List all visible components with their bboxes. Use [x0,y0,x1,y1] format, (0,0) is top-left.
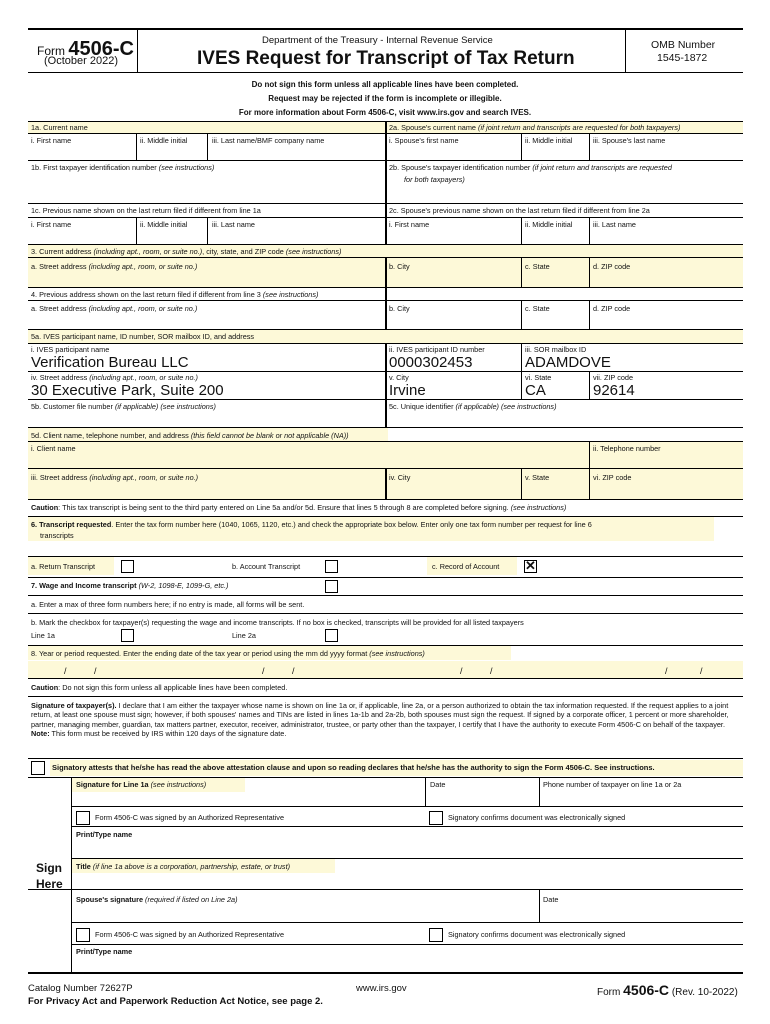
rule [72,806,743,807]
rule-v [589,441,590,468]
line4-title: 4. Previous address shown on the last return filed if different from line 3 (see instructions) [31,290,319,299]
rule-v [521,257,522,287]
rule-v [136,217,137,244]
privacy-notice: For Privacy Act and Paperwork Reduction Act Notice, see page 2. [28,996,323,1007]
header-divider-right [625,29,626,72]
rule-v [589,300,590,329]
period-2-slash-a[interactable]: / [262,666,265,676]
line7-line1a-label: Line 1a [31,631,55,640]
account-transcript-label: b. Account Transcript [232,562,301,571]
line2c-title: 2c. Spouse's previous name shown on the last return filed if different from line 2a [389,206,650,215]
client-name-label[interactable]: i. Client name [31,444,76,453]
line1c-title: 1c. Previous name shown on the last return filed if different from line 1a [31,206,261,215]
client-state-label[interactable]: v. State [525,473,550,482]
line8-title: 8. Year or period requested. Enter the ending date of the tax year or period using the mm dd yyyy format (see instructions) [31,649,425,658]
line3-title: 3. Current address (including apt., room, or suite no.), city, state, and ZIP code (see instructions) [31,247,342,256]
auth-rep-checkbox-1[interactable] [76,811,90,825]
form-date: (October 2022) [44,55,118,67]
line5d-title: 5d. Client name, telephone number, and address (this field cannot be blank or not applicable (NA)) [31,431,349,440]
period-4-slash-a[interactable]: / [665,666,668,676]
rule [28,371,743,372]
participant-city-label: v. City [389,373,409,382]
rule [28,758,743,759]
participant-name-value[interactable]: Verification Bureau LLC [31,354,189,371]
line4-zip-label[interactable]: d. ZIP code [593,304,631,313]
sor-mailbox-label: iii. SOR mailbox ID [525,345,587,354]
period-2-slash-b[interactable]: / [292,666,295,676]
line1a-checkbox[interactable] [121,629,134,642]
phone-label: Phone number of taxpayer on line 1a or 2a [543,780,682,789]
period-1-slash-b[interactable]: / [94,666,97,676]
rule-v [207,217,208,244]
rule-v [589,257,590,287]
line1a-last-label: iii. Last name/BMF company name [212,136,325,145]
return-transcript-checkbox[interactable] [121,560,134,573]
print-name-field-1[interactable] [72,827,743,858]
line2b-label-cont: for both taxpayers) [404,175,465,184]
period-1-slash-a[interactable]: / [64,666,67,676]
line2c-last-label: iii. Last name [593,220,636,229]
rule [28,577,743,578]
rule [28,257,743,258]
line3-zip-label[interactable]: d. ZIP code [593,262,631,271]
line1c-middle-label: ii. Middle initial [140,220,188,229]
rule [28,613,743,614]
line2a-last-label: iii. Spouse's last name [593,136,666,145]
rule-v [521,343,522,371]
rule-v [521,371,522,399]
client-zip-label[interactable]: vi. ZIP code [593,473,632,482]
line5b-label: 5b. Customer file number (if applicable) (see instructions) [31,402,216,411]
sign-here-label-2: Here [36,877,63,891]
rule [28,696,743,697]
auth-rep-label-2: Form 4506-C was signed by an Authorized Representative [95,930,285,939]
print-name-field-2[interactable] [72,945,743,972]
line1c-last-label: iii. Last name [212,220,255,229]
line2a-checkbox[interactable] [325,629,338,642]
rule [28,499,743,500]
return-transcript-label: a. Return Transcript [31,562,96,571]
line2a-middle-label: ii. Middle initial [525,136,573,145]
rule-v [521,300,522,329]
participant-zip-label: vii. ZIP code [593,373,634,382]
period-4-slash-b[interactable]: / [700,666,703,676]
participant-id-label: ii. IVES participant ID number [389,345,485,354]
title-label: Title (if line 1a above is a corporation, partnership, estate, or trust) [76,862,291,871]
rule-v [521,217,522,244]
rule [28,556,743,557]
period-3-slash-b[interactable]: / [490,666,493,676]
electronic-sign-label-2: Signatory confirms document was electronically signed [448,930,626,939]
rule-v [589,371,590,399]
line1a-title: 1a. Current name [31,123,88,132]
auth-rep-checkbox-2[interactable] [76,928,90,942]
line1c-first-label: i. First name [31,220,72,229]
caution-sign: Caution: Do not sign this form unless all applicable lines have been completed. [31,683,288,692]
participant-street-value[interactable]: 30 Executive Park, Suite 200 [31,382,224,399]
participant-zip-value[interactable]: 92614 [593,382,635,399]
instruction-3: For more information about Form 4506-C, visit www.irs.gov and search IVES. [238,108,532,117]
header-divider-left [137,29,138,72]
wage-income-checkbox[interactable] [325,580,338,593]
date-label-1: Date [430,780,446,789]
line2a-title: 2a. Spouse's current name (if joint return and transcripts are requested for both taxpayers) [389,123,681,132]
rule-v [521,468,522,499]
line4-street-label[interactable]: a. Street address (including apt., room, or suite no.) [31,304,198,313]
line7-line2a-label: Line 2a [232,631,256,640]
auth-rep-label-1: Form 4506-C was signed by an Authorized Representative [95,813,285,822]
client-city-label[interactable]: iv. City [389,473,411,482]
omb-label: OMB Number [651,39,716,51]
client-name-bg [28,442,589,468]
rule-v [589,468,590,499]
spouse-signature-label: Spouse's signature (required if listed on Line 2a) [76,895,238,904]
participant-id-value[interactable]: 0000302453 [389,354,473,371]
instruction-1: Do not sign this form unless all applicable lines have been completed. [251,80,519,89]
line7a-label: a. Enter a max of three form numbers here; if no entry is made, all forms will be sent. [31,600,305,609]
electronic-sign-label-1: Signatory confirms document was electronically signed [448,813,626,822]
attest-text: Signatory attests that he/she has read the above attestation clause and upon so reading declares that he/she has the authority to sign the Form 4506-C. See instructions. [52,763,655,772]
client-phone-label[interactable]: ii. Telephone number [593,444,661,453]
participant-city-value[interactable]: Irvine [389,382,426,399]
period-3-slash-a[interactable]: / [460,666,463,676]
print-name-label-2: Print/Type name [76,947,133,956]
rule [28,595,743,596]
line2c-first-label: i. First name [389,220,430,229]
caution-transcript: Caution: This tax transcript is being sent to the third party entered on Line 5a and/or 5d. Ensure that lines 5 through 8 are completed before signing. (see instructions) [31,503,567,512]
line2c-middle-label: ii. Middle initial [525,220,573,229]
date-field-2[interactable] [540,890,743,922]
line6-title: 6. Transcript requested. Enter the tax form number here (1040, 1065, 1120, etc.) and check the appropriate box below. Enter only one tax form number per request for line 6 [31,520,592,529]
line2b-label: 2b. Spouse's taxpayer identification number (if joint return and transcripts are requested [389,163,672,172]
line1b-label: 1b. First taxpayer identification number (see instructions) [31,163,215,172]
rule [28,972,743,974]
record-of-account-label: c. Record of Account [432,562,500,571]
department: Department of the Treasury - Internal Revenue Service [262,35,493,46]
footer-form-id: Form 4506-C (Rev. 10-2022) [597,982,738,998]
line5c-label: 5c. Unique identifier (if applicable) (see instructions) [389,402,557,411]
form-title: IVES Request for Transcript of Tax Return [197,48,575,69]
omb-number: 1545-1872 [657,52,708,64]
sor-mailbox-value[interactable]: ADAMDOVE [525,354,611,371]
line7b-label: b. Mark the checkbox for taxpayer(s) requesting the wage and income transcripts. If no box is checked, transcripts will be provided for all listed taxpayers [31,618,524,627]
line3-city-label[interactable]: b. City [389,262,410,271]
header-bottom-rule [28,72,743,73]
irs-website: www.irs.gov [356,983,407,994]
top-rule [28,28,743,30]
record-of-account-checkbox[interactable] [524,560,537,573]
rule [28,300,743,301]
line3-street-label[interactable]: a. Street address (including apt., room, or suite no.) [31,262,198,271]
line3-state-label[interactable]: c. State [525,262,550,271]
catalog-number: Catalog Number 72627P [28,983,133,994]
form-label: Form 4506-C [37,38,134,60]
date-label-2: Date [543,895,559,904]
line1a-first-label: i. First name [31,136,72,145]
instruction-2: Request may be rejected if the form is incomplete or illegible. [268,94,502,103]
rule [28,287,743,288]
rule [28,203,743,204]
line1a-middle-label: ii. Middle initial [140,136,188,145]
signature-line1a-label: Signature for Line 1a (see instructions) [76,780,207,789]
line7-title: 7. Wage and Income transcript (W-2, 1098-E, 1099-G, etc.) [31,581,229,590]
participant-state-value[interactable]: CA [525,382,546,399]
line4-city-label[interactable]: b. City [389,304,410,313]
line6-title-cont: transcripts [40,531,74,540]
print-name-label-1: Print/Type name [76,830,133,839]
line5a-title: 5a. IVES participant name, ID number, SOR mailbox ID, and address [31,332,255,341]
electronic-sign-checkbox-2[interactable] [429,928,443,942]
line4-state-label[interactable]: c. State [525,304,550,313]
account-transcript-checkbox[interactable] [325,560,338,573]
rule [72,922,743,923]
sign-here-label-1: Sign [36,861,62,875]
participant-street-label: iv. Street address (including apt., room, or suite no.) [31,373,198,382]
rule-v [589,217,590,244]
attest-checkbox[interactable] [31,761,45,775]
rule [28,678,743,679]
line8-dates-bg [28,661,743,678]
signature-declaration: Signature of taxpayer(s). I declare that I am either the taxpayer whose name is shown on line 1a or, if applicable, line 2a, or a person authorized to obtain the tax information requested. If the request applies to a joint return, at least one spouse must sign; however, if both spouses' names and TINs are listed in lines 1a-1b and 2a-2b, both spouses must sign the request. If signed by a corporate officer, 1 percent or more shareholder, partner, managing member, guardian, tax matters partner, executor, receiver, administrator, trustee, or party other than the taxpayer, I certify that I have the authority to execute Form 4506-C on behalf of the taxpayer. Note: This form must be received by IRS within 120 days of the signature date. [31,701,729,738]
electronic-sign-checkbox-1[interactable] [429,811,443,825]
line2a-first-label: i. Spouse's first name [389,136,459,145]
participant-state-label: vi. State [525,373,552,382]
participant-name-label: i. IVES participant name [31,345,110,354]
client-street-label[interactable]: iii. Street address (including apt., room, or suite no.) [31,473,199,482]
rule [28,343,743,344]
